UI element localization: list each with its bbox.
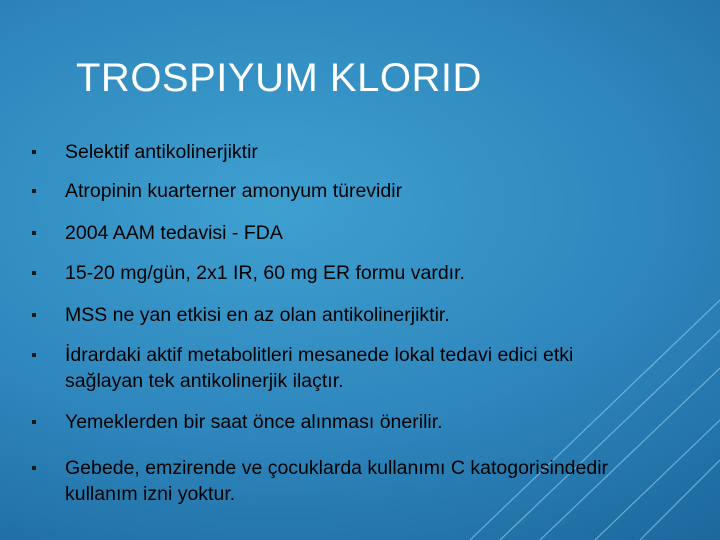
bullet-text: Atropinin kuarterner amonyum türevidir xyxy=(65,180,403,202)
bullet-text: MSS ne yan etkisi en az olan antikolinerjiktir. xyxy=(65,304,450,326)
bullet-text: 15-20 mg/gün, 2x1 IR, 60 mg ER formu vardır. xyxy=(65,262,465,284)
bullet-item xyxy=(28,220,628,246)
slide-title: TROSPIYUM KLORID xyxy=(76,56,482,100)
bullet-text: 2004 AAM tedavisi - FDA xyxy=(65,222,283,244)
square-bullet-icon xyxy=(32,231,36,235)
bullet-item xyxy=(28,342,628,394)
bullet-item xyxy=(28,260,628,286)
bullet-item xyxy=(28,409,628,435)
square-bullet-icon xyxy=(32,420,36,424)
square-bullet-icon xyxy=(32,271,36,275)
bullet-text: Gebede, emzirende ve çocuklarda kullanımı C katogorisindedir kullanım izni yoktur. xyxy=(65,457,609,505)
square-bullet-icon xyxy=(32,189,36,193)
bullet-item xyxy=(28,455,628,507)
square-bullet-icon xyxy=(32,150,36,154)
bullet-text: Yemeklerden bir saat önce alınması önerilir. xyxy=(65,411,443,433)
bullet-text: Selektif antikolinerjiktir xyxy=(65,141,258,163)
square-bullet-icon xyxy=(32,313,36,317)
bullet-item xyxy=(28,139,628,165)
bullet-item xyxy=(28,302,628,328)
bullet-item xyxy=(28,178,628,204)
square-bullet-icon xyxy=(32,353,36,357)
square-bullet-icon xyxy=(32,466,36,470)
bullet-text: İdrardaki aktif metabolitleri mesanede lokal tedavi edici etki sağlayan tek antikolinerjik ilaçtır. xyxy=(65,344,574,392)
